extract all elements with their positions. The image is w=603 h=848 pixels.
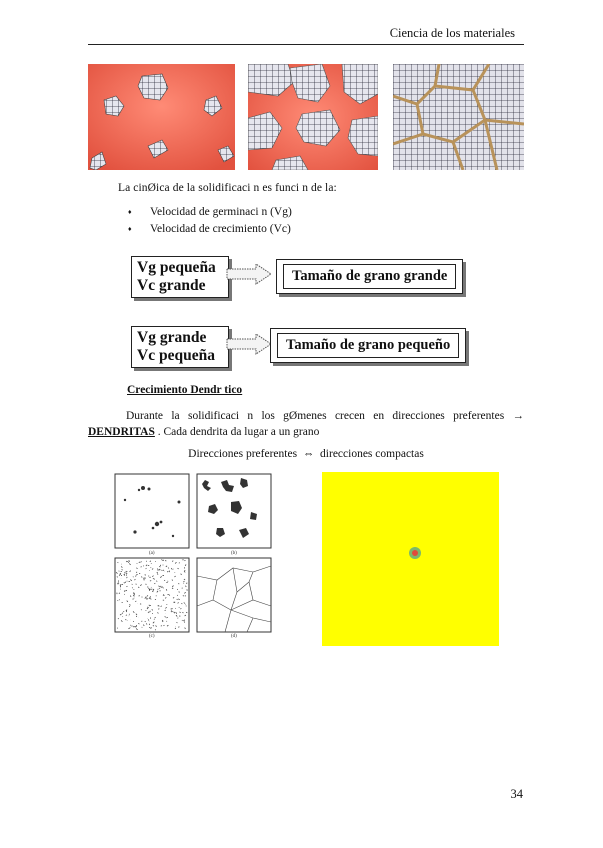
rate-bullet-list [128,204,292,238]
paragraph-line-2: DENDRITAS . Cada dendrita da lugar a un grano [88,426,320,438]
arrow-right-icon [226,263,272,285]
solidification-image-2 [248,64,378,170]
bullet-item: ♦ Velocidad de crecimiento (Vc) [128,221,292,238]
section-heading: Crecimiento Dendr tico [127,384,243,396]
page-number: 34 [510,787,523,801]
bullet-item: ♦ Velocidad de germinaci n (Vg) [128,204,292,221]
header-divider [88,44,524,45]
condition-box-1: Vg pequeña Vc grande [131,256,229,298]
arrow-right-icon [226,333,272,355]
svg-text:(a): (a) [149,551,155,556]
dendrite-growth-image [322,472,499,646]
bullet-icon: ♦ [128,225,132,233]
condition-box-2: Vg grande Vc pequeña [131,326,229,368]
page-header-title: Ciencia de los materiales [389,26,515,40]
svg-text:(c): (c) [149,634,155,638]
dendrite-micrograph-figure [113,472,273,638]
dendrite-paragraph: Durante la solidificaci n los gØmenes crecen en direcciones preferentes → DENDRITAS . Cada dendrita da lugar a un grano [88,410,524,438]
equivalence-line: Direcciones preferentes ⇔ direcciones compactas [188,448,424,460]
svg-text:(b): (b) [231,551,237,556]
kinetics-intro-text: La cinØica de la solidificaci n es funci n de la: [118,182,337,194]
dendritas-keyword: DENDRITAS [88,426,155,438]
solidification-image-1 [88,64,235,170]
solidification-image-3 [393,64,524,170]
result-box-2: Tamaño de grano pequeño [270,328,466,363]
result-box-1: Tamaño de grano grande [276,259,463,294]
equivalence-icon: ⇔ [302,448,315,460]
svg-text:(d): (d) [231,634,237,638]
bullet-icon: ♦ [128,208,132,216]
